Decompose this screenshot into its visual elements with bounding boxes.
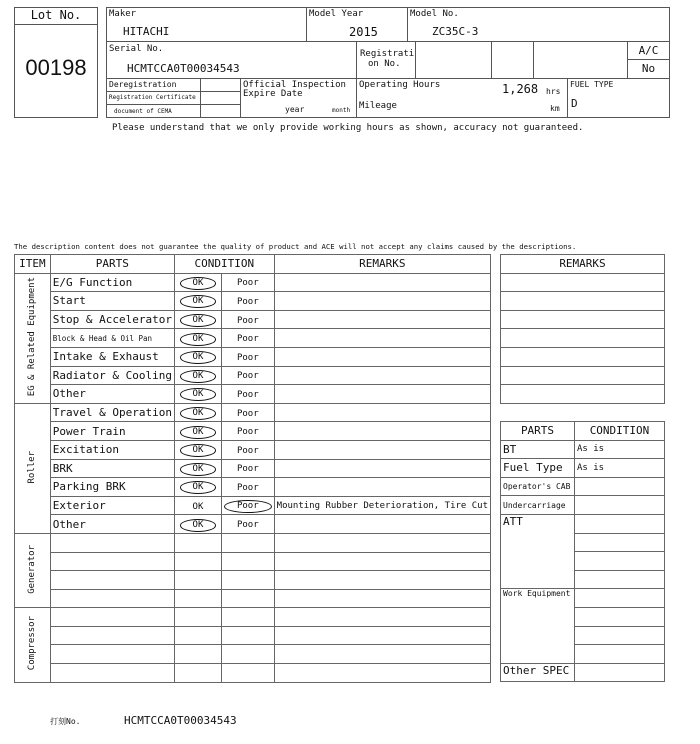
part-cell [50,664,174,683]
poor-cell[interactable] [221,664,274,683]
remark-cell [274,626,490,645]
side-parts-row [501,589,665,608]
part-cell: BRK [50,459,174,478]
poor-option[interactable]: Poor [236,352,259,363]
side-parts-row [501,440,665,459]
side-part-cell: BT [501,440,575,459]
side-remark-row [501,347,665,366]
inspection-label-2: Expire Date [243,89,303,99]
side-remark-row [501,366,665,385]
table-row [15,440,491,459]
ok-option[interactable]: OK [180,388,217,401]
ok-cell[interactable] [174,422,221,441]
remark-cell [274,403,490,422]
ok-cell[interactable] [174,347,221,366]
item-group-cell [15,608,51,682]
side-condition-cell [575,589,665,608]
ok-cell[interactable] [174,478,221,497]
hours-notice: Please understand that we only provide working hours as shown, accuracy not guaranteed. [112,123,584,133]
model-year-label: Model Year [309,9,364,19]
ok-cell[interactable] [174,366,221,385]
ok-cell[interactable] [174,645,221,664]
ac-label: A/C [638,44,659,57]
part-cell: Power Train [50,422,174,441]
side-parts-row [501,477,665,496]
ok-option[interactable]: OK [180,333,217,346]
side-parts-row [501,663,665,682]
table-row [15,459,491,478]
side-part-cell: Operator's CAB [501,477,575,496]
side-condition-header: CONDITION [575,422,665,441]
ok-cell[interactable] [174,626,221,645]
model-year-value: 2015 [349,25,378,39]
remark-cell [274,366,490,385]
poor-option[interactable]: Poor [236,389,259,400]
table-row [15,626,491,645]
part-cell [50,589,174,608]
ok-option[interactable]: OK [180,277,217,290]
remark-cell [274,422,490,441]
ok-cell[interactable] [174,552,221,571]
fuel-type-value: D [571,97,578,110]
ok-cell[interactable] [174,515,221,534]
ok-cell[interactable] [174,329,221,348]
description-notice: The description content does not guarantee the quality of product and ACE will not accept any claims caused by the descriptions. [14,242,577,251]
km-unit: km [550,104,560,113]
part-cell: Radiator & Cooling [50,366,174,385]
stamp-label: 打刻No. [50,717,81,726]
part-cell [50,571,174,590]
side-remark-cell [501,292,665,311]
ok-cell[interactable] [174,310,221,329]
ok-option[interactable]: OK [180,426,217,439]
inspection-label: Official Inspection [243,80,346,90]
remark-cell [274,608,490,627]
side-remark-cell [501,347,665,366]
side-remark-cell [501,310,665,329]
side-condition-cell [575,626,665,645]
side-remark-row [501,310,665,329]
part-cell: Parking BRK [50,478,174,497]
ok-option[interactable]: OK [180,407,217,420]
item-group-cell [15,403,51,533]
month-label: month [332,107,351,114]
poor-cell[interactable] [221,571,274,590]
poor-option[interactable]: Poor [224,500,272,513]
work-equipment-label: Work Equipment [501,589,575,663]
table-row [15,533,491,552]
side-parts-row [501,496,665,515]
table-row [15,292,491,311]
operating-hours-value: 1,268 [502,82,539,96]
part-cell [50,645,174,664]
part-cell: Block & Head & Oil Pan [50,329,174,348]
side-remark-row [501,385,665,404]
poor-option[interactable]: Poor [236,278,259,289]
ok-option[interactable]: OK [180,444,217,457]
ok-cell[interactable] [174,589,221,608]
poor-option[interactable]: Poor [236,371,259,382]
table-row [15,385,491,404]
part-cell: Other [50,385,174,404]
poor-cell[interactable] [221,273,274,292]
poor-cell[interactable] [221,329,274,348]
poor-cell[interactable] [221,459,274,478]
lot-number: 00198 [25,55,87,80]
poor-cell[interactable] [221,440,274,459]
side-remark-cell [501,385,665,404]
part-cell: Start [50,292,174,311]
poor-cell[interactable] [221,422,274,441]
other-spec-label: Other SPEC [501,663,575,682]
part-cell: Other [50,515,174,534]
poor-option[interactable]: Poor [236,334,259,345]
side-remark-cell [501,366,665,385]
remark-cell [274,552,490,571]
ok-option[interactable]: OK [180,481,217,494]
side-part-cell: Fuel Type [501,459,575,478]
cema-label: document of CEMA [114,108,172,115]
mileage-label: Mileage [359,101,397,111]
item-group-label: Generator [27,544,38,594]
part-cell: Intake & Exhaust [50,347,174,366]
part-cell: Excitation [50,440,174,459]
side-condition-cell [575,514,665,533]
side-parts-row [501,514,665,533]
remark-cell [274,440,490,459]
poor-cell[interactable] [221,589,274,608]
side-condition-cell [575,663,665,682]
remark-cell [274,347,490,366]
table-row [15,329,491,348]
poor-option[interactable]: Poor [236,427,259,438]
poor-cell[interactable] [221,478,274,497]
side-condition-cell [575,477,665,496]
part-cell: Exterior [50,496,174,515]
remark-cell [274,589,490,608]
serial-label: Serial No. [109,44,164,54]
registration-label: Registrati [360,49,415,59]
table-row [15,478,491,497]
table-row [15,608,491,627]
ok-option[interactable]: OK [180,351,217,364]
poor-cell[interactable] [221,292,274,311]
poor-cell[interactable] [221,552,274,571]
hrs-unit: hrs [546,87,561,96]
remark-cell [274,664,490,683]
item-group-label: Compressor [27,616,38,671]
side-part-cell: Undercarriage [501,496,575,515]
item-header: ITEM [15,255,51,274]
table-row [15,366,491,385]
poor-cell[interactable] [221,533,274,552]
table-row [15,515,491,534]
side-remark-cell [501,273,665,292]
poor-cell[interactable] [221,403,274,422]
poor-cell[interactable] [221,608,274,627]
lot-label: Lot No. [30,8,82,22]
poor-option[interactable]: Poor [236,315,259,326]
poor-option[interactable]: Poor [236,520,259,531]
ok-cell[interactable] [174,440,221,459]
poor-option[interactable]: Poor [236,445,259,456]
remarks-header: REMARKS [274,255,490,274]
model-no-label: Model No. [410,9,459,19]
table-row [15,422,491,441]
serial-value: HCMTCCA0T00034543 [127,62,240,75]
remark-cell [274,515,490,534]
table-row [15,645,491,664]
item-group-label: EG & Related Equipment [27,277,38,397]
side-condition-cell: As is [575,459,665,478]
ok-cell[interactable] [174,459,221,478]
table-row [15,571,491,590]
poor-cell[interactable] [221,385,274,404]
side-remarks-table [500,254,665,404]
side-parts-row [501,459,665,478]
poor-cell[interactable] [221,310,274,329]
side-parts-table [500,421,665,682]
ok-cell[interactable] [174,403,221,422]
part-cell [50,533,174,552]
side-parts-header: PARTS [501,422,575,441]
registration-certificate-label: Registration Certificate [109,94,196,101]
part-cell [50,552,174,571]
remark-cell [274,645,490,664]
ok-cell[interactable] [174,273,221,292]
poor-option[interactable]: Poor [236,464,259,475]
remark-cell [274,292,490,311]
table-header-row [15,255,491,274]
ok-cell[interactable] [174,292,221,311]
table-row [15,347,491,366]
remark-cell [274,385,490,404]
remark-cell [274,273,490,292]
part-cell [50,608,174,627]
ok-cell[interactable] [174,385,221,404]
model-no-value: ZC35C-3 [432,25,479,38]
poor-cell[interactable] [221,626,274,645]
year-label: year [285,105,305,114]
side-condition-cell: As is [575,440,665,459]
poor-cell[interactable] [221,496,274,515]
ok-option[interactable]: OK [180,314,217,327]
item-group-cell [15,533,51,607]
ok-cell[interactable] [174,664,221,683]
poor-cell[interactable] [221,347,274,366]
poor-option[interactable]: Poor [236,296,259,307]
part-cell: Travel & Operation [50,403,174,422]
side-remark-row [501,329,665,348]
ok-option[interactable]: OK [180,463,217,476]
ok-cell[interactable] [174,571,221,590]
side-condition-cell [575,570,665,589]
remark-cell [274,571,490,590]
ok-cell[interactable] [174,533,221,552]
remark-cell [274,459,490,478]
table-row [15,403,491,422]
att-label: ATT [501,514,575,588]
side-remark-row [501,273,665,292]
parts-header: PARTS [50,255,174,274]
remark-cell [274,478,490,497]
side-condition-cell [575,552,665,571]
table-row [15,552,491,571]
remark-cell [274,310,490,329]
operating-hours-label: Operating Hours [359,80,441,90]
condition-header: CONDITION [174,255,274,274]
part-cell: Stop & Accelerator [50,310,174,329]
fuel-type-label: FUEL TYPE [570,80,614,89]
side-remarks-header: REMARKS [501,255,665,274]
side-remark-cell [501,329,665,348]
ok-cell[interactable] [174,608,221,627]
ac-value: No [641,62,656,75]
maker-value: HITACHI [123,25,170,38]
side-condition-cell [575,607,665,626]
poor-option[interactable]: Poor [236,408,259,419]
table-row [15,664,491,683]
item-group-label: Roller [27,450,38,484]
poor-cell[interactable] [221,366,274,385]
part-cell: E/G Function [50,273,174,292]
ok-option[interactable]: OK [192,501,204,512]
side-condition-cell [575,496,665,515]
poor-option[interactable]: Poor [236,482,259,493]
item-group-cell [15,273,51,403]
remark-cell [274,329,490,348]
remark-cell: Mounting Rubber Deterioration, Tire Cut [274,496,490,515]
ok-option[interactable]: OK [180,370,217,383]
registration-label-2: on No. [368,59,401,69]
ok-option[interactable]: OK [180,519,217,532]
deregistration-label: Deregistration [109,80,177,89]
table-row [15,496,491,515]
ok-cell[interactable] [174,496,221,515]
table-row [15,310,491,329]
stamp-value: HCMTCCA0T00034543 [124,714,237,727]
part-cell [50,626,174,645]
table-row [15,589,491,608]
table-row [15,273,491,292]
poor-cell[interactable] [221,515,274,534]
remark-cell [274,533,490,552]
condition-table [14,254,491,683]
ok-option[interactable]: OK [180,295,217,308]
maker-label: Maker [109,9,137,19]
poor-cell[interactable] [221,645,274,664]
side-condition-cell [575,645,665,664]
side-remark-row [501,292,665,311]
side-condition-cell [575,533,665,552]
